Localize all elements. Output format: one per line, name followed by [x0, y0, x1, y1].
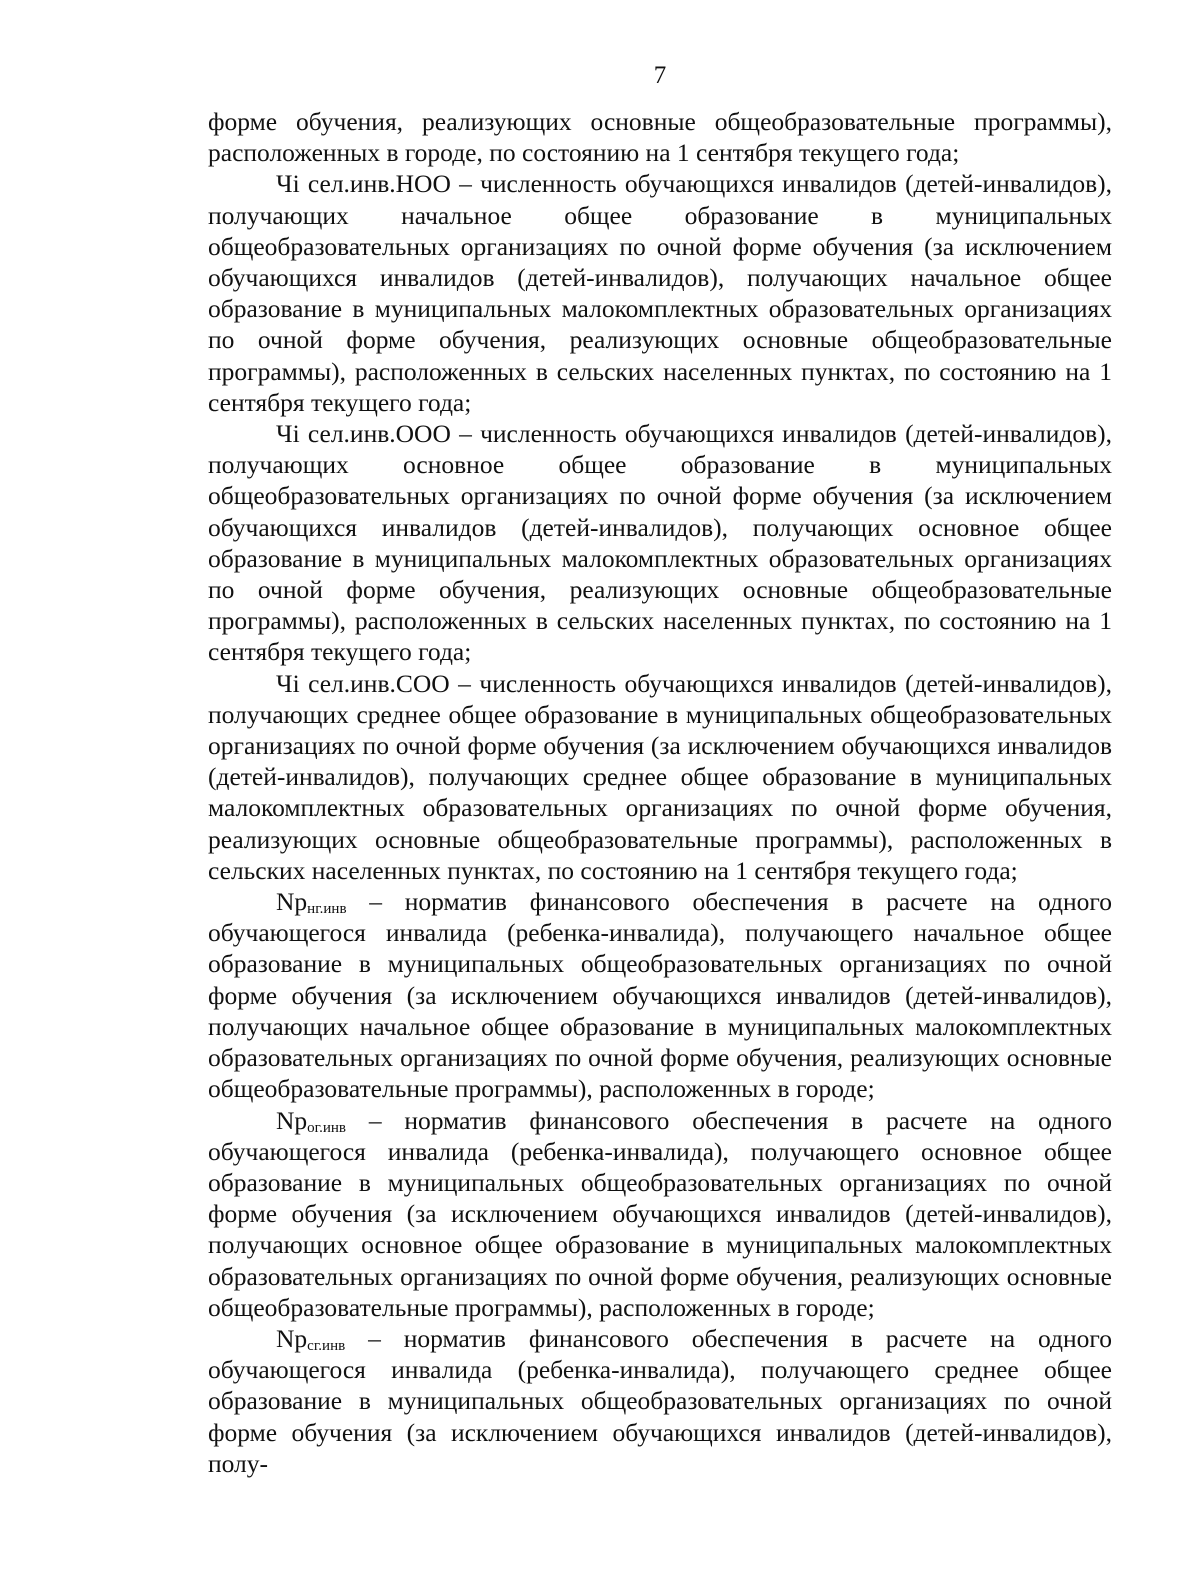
definition-text: – норматив финансового обеспечения в расчете на одного обучающегося инвалида (ребенка-инвалида), получающего начальное общее образование в муниципальных общеобразовательных организациях по очной форме обучения (за исключением обучающихся инвалидов (детей-инвалидов), получающих начальное общее образование в муниципальных малокомплектных образовательных организациях по очной форме обучения, реализующих основные общеобразовательные программы), расположенных в городе; [208, 887, 1112, 1104]
paragraph-continuation [208, 106, 1112, 168]
definition-text: – численность обучающихся инвалидов (детей-инвалидов), получающих начальное общее образование в муниципальных общеобразовательных организациях по очной форме обучения (за исключением обучающихся инвалидов (детей-инвалидов), получающих начальное общее образование в муниципальных малокомплектных образовательных организациях по очной форме обучения, реализующих основные общеобразовательные программы), расположенных в сельских населенных пунктах, по состоянию на 1 сентября текущего года; [208, 169, 1112, 417]
term-subscript: сг.инв [307, 1337, 346, 1354]
definition-term [276, 1324, 345, 1353]
definition-text: – численность обучающихся инвалидов (детей-инвалидов), получающих основное общее образование в муниципальных общеобразовательных организациях по очной форме обучения (за исключением обучающихся инвалидов (детей-инвалидов), получающих основное общее образование в муниципальных малокомплектных образовательных организациях по очной форме обучения, реализующих основные общеобразовательные программы), расположенных в сельских населенных пунктах, по состоянию на 1 сентября текущего года; [208, 419, 1112, 667]
definition-paragraph [208, 886, 1112, 1104]
definition-term [276, 1106, 346, 1135]
definition-term [276, 887, 347, 916]
definition-text: – норматив финансового обеспечения в расчете на одного обучающегося инвалида (ребенка-инвалида), получающего среднее общее образование в муниципальных общеобразовательных организациях по очной форме обучения (за исключением обучающихся инвалидов (детей-инвалидов), полу- [208, 1323, 1112, 1478]
term-symbol: Np [276, 1105, 308, 1135]
definition-term: Чi сел.инв.ООО [276, 419, 451, 449]
definition-paragraph [208, 418, 1112, 668]
definition-paragraph [208, 1323, 1112, 1479]
paragraph-text: форме обучения, реализующих основные общеобразовательные программы), расположенных в городе, по состоянию на 1 сентября текущего года; [208, 107, 1112, 168]
definition-term: Чi сел.инв.СОО [276, 668, 450, 698]
document-body [208, 106, 1112, 1479]
definition-text: – норматив финансового обеспечения в расчете на одного обучающегося инвалида (ребенка-инвалида), получающего основное общее образование в муниципальных общеобразовательных организациях по очной форме обучения (за исключением обучающихся инвалидов (детей-инвалидов), получающих основное общее образование в муниципальных малокомплектных образовательных организациях по очной форме обучения, реализующих основные общеобразовательные программы), расположенных в городе; [208, 1105, 1112, 1322]
term-symbol: Np [276, 1323, 308, 1353]
page-number: 7 [653, 62, 667, 89]
definition-paragraph [208, 168, 1112, 418]
term-subscript: ог.инв [307, 1119, 347, 1136]
definition-text: – численность обучающихся инвалидов (детей-инвалидов), получающих среднее общее образование в муниципальных общеобразовательных организациях по очной форме обучения (за исключением обучающихся инвалидов (детей-инвалидов), получающих среднее общее образование в муниципальных малокомплектных образовательных организациях по очной форме обучения, реализующих основные общеобразовательные программы), расположенных в сельских населенных пунктах, по состоянию на 1 сентября текущего года; [208, 668, 1112, 885]
definition-paragraph [208, 1105, 1112, 1323]
term-symbol: Np [276, 887, 308, 917]
definition-paragraph [208, 668, 1112, 886]
term-subscript: нг.инв [307, 901, 347, 918]
definition-term: Чi сел.инв.НОО [276, 169, 451, 199]
